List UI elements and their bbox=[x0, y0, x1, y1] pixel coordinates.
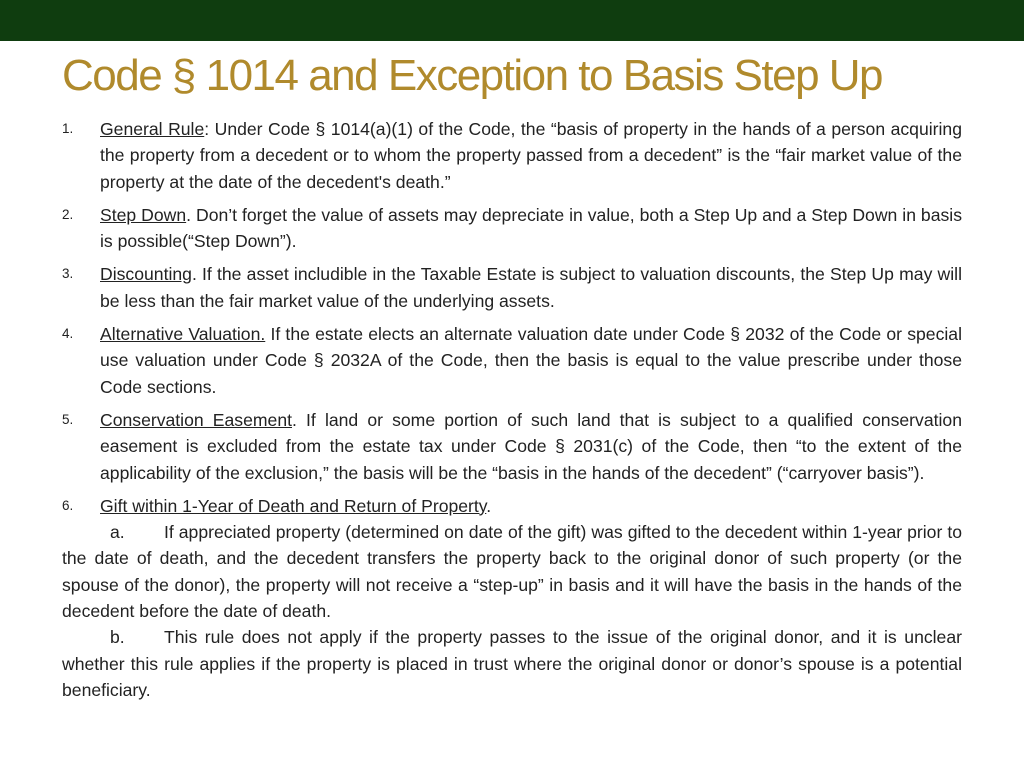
item-text: Under Code § 1014(a)(1) of the Code, the “basis of property in the hands of a person acquiring the property from a decedent or to whom the property passed from a decedent” is the “fair market value of the property at the date of the decedent's death.” bbox=[100, 119, 962, 192]
item-separator: : bbox=[204, 119, 210, 139]
sub-item bbox=[62, 624, 962, 703]
item-heading: Conservation Easement bbox=[100, 409, 293, 430]
sub-item-text: If appreciated property (determined on date of the gift) was gifted to the decedent within 1-year prior to the date of death, and the decedent transfers the property back to the original donor of such property (or the spouse of the donor), the property will not receive a “step-up” in basis and it will have the basis in the hands of the decedent before the date of death. bbox=[62, 522, 962, 622]
item-number: 2. bbox=[62, 206, 74, 222]
item-number: 5. bbox=[62, 411, 74, 427]
item-separator: . bbox=[292, 409, 297, 430]
slide-body bbox=[62, 116, 962, 703]
item-separator: . bbox=[191, 264, 197, 285]
item-heading: General Rule bbox=[100, 119, 205, 139]
sub-item-letter: b. bbox=[110, 627, 125, 648]
item-text: Don’t forget the value of assets may depreciate in value, both a Step Up and a Step Down in basis is possible(“Step Down”). bbox=[100, 204, 963, 252]
list-item bbox=[62, 261, 962, 314]
item-heading: Alternative Valuation. bbox=[100, 324, 266, 345]
item-number: 3. bbox=[62, 266, 74, 282]
item-number: 6. bbox=[62, 497, 74, 513]
item-heading: Gift within 1-Year of Death and Return of Property bbox=[100, 495, 487, 516]
list-item bbox=[62, 407, 962, 486]
sub-item bbox=[62, 519, 962, 624]
item-heading: Discounting bbox=[100, 264, 192, 285]
sub-item-letter: a. bbox=[110, 522, 125, 543]
item-number: 4. bbox=[62, 326, 74, 342]
item-heading: Step Down bbox=[100, 204, 187, 225]
item-separator: . bbox=[186, 204, 192, 225]
item-text: If land or some portion of such land that is subject to a qualified conservation easement is excluded from the estate tax under Code § 2031(c) of the Code, then “to the extent of the applicability of the exclusion,” the basis will be the “basis in the hands of the decedent” (“carryover basis”). bbox=[100, 409, 962, 483]
item-number: 1. bbox=[62, 121, 74, 136]
item-text: If the asset includible in the Taxable Estate is subject to valuation discounts, the Step Up may will be less than the fair market value of the underlying assets. bbox=[100, 264, 962, 311]
list-item bbox=[62, 116, 962, 195]
slide-title: Code § 1014 and Exception to Basis Step Up bbox=[62, 51, 883, 100]
item-separator: . bbox=[486, 495, 492, 516]
list-item bbox=[62, 202, 962, 255]
list-item bbox=[62, 493, 962, 519]
sub-item-text: This rule does not apply if the property passes to the issue of the original donor, and it is unclear whether this rule applies if the property is placed in trust where the original donor or donor’s spouse is a potential beneficiary. bbox=[62, 627, 962, 700]
item-text: If the estate elects an alternate valuation date under Code § 2032 of the Code or special use valuation under Code § 2032A of the Code, then the basis is equal to the value prescribe under those Code sections. bbox=[100, 324, 962, 397]
list-item bbox=[62, 321, 962, 400]
top-banner bbox=[0, 0, 1024, 41]
